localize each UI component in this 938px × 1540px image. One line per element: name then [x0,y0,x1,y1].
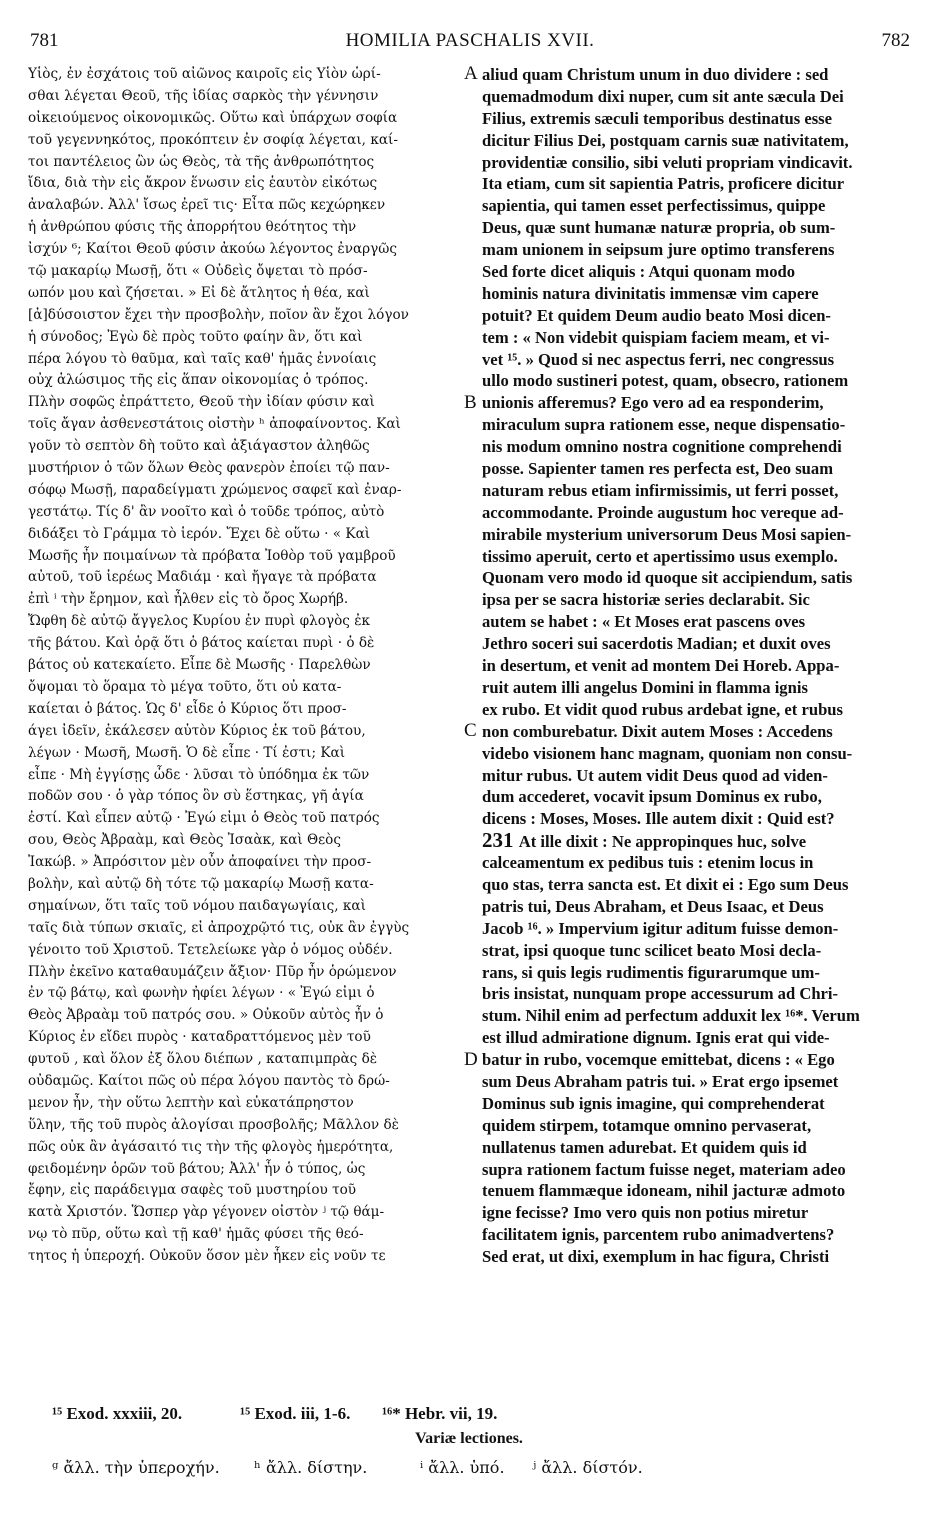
running-header [30,30,910,58]
greek-text-line: σθαι λέγεται Θεοῦ, τῆς ἰδίας σαρκὸς τὴν γέννησιν [28,87,379,104]
greek-text-line: Ὤφθη δὲ αὐτῷ ἄγγελος Κυρίου ἐν πυρὶ φλογὸς ἐκ [28,613,370,630]
variant-readings-title: Variæ lectiones. [415,1430,523,1447]
latin-text-line: Sed forte dicet aliquis : Atqui quonam modo [482,262,796,282]
greek-text-line: σόφῳ Μωσῇ, παραδείγματι χρώμενος σαφεῖ καὶ ἐναρ- [28,481,402,498]
greek-text-line: εἶπε · Μὴ ἐγγίσῃς ὧδε · λῦσαι τὸ ὑπόδημα ἐκ τῶν [28,766,370,783]
latin-text-line: dum accederet, vocavit ipsum Dominus ex rubo, [482,787,822,807]
latin-text-line: quemadmodum dixi nuper, cum sit ante sæcula Dei [482,86,844,106]
running-title: HOMILIA PASCHALIS XVII. [345,30,595,51]
greek-text-line: Κύριος ἐν εἴδει πυρὸς · καταδραττόμενος μὲν τοῦ [28,1029,371,1046]
greek-text-line: ὕλην, τῆς τοῦ πυρὸς ἀλογίσαι προσβολῆς; Μᾶλλον δὲ [28,1116,399,1133]
scripture-reference: ¹⁶* Hebr. vii, 19. [382,1404,498,1423]
latin-text-line: Ita etiam, cum sit sapientia Patris, proficere dicitur [482,174,845,194]
latin-text-line: tissimo aperuit, certo et apertissimo usus exemplo. [482,546,838,566]
latin-text-line: dicens : Moses, Moses. Ille autem dixit : Quid est? [482,809,835,829]
greek-text-line: ἔφην, εἰς παράδειγμα σαφὲς τοῦ μυστηρίου τοῦ [28,1182,357,1199]
latin-text-line: batur in rubo, vocemque emittebat, dicens : « Ego [482,1050,835,1070]
greek-text-line: Θεὸς Ἀβραὰμ τοῦ πατρός σου. » Οὐκοῦν αὐτὸς ἦν ὁ [28,1007,384,1024]
latin-text-line: naturam rebus etiam infirmissimis, ut ferri posset, [482,480,839,500]
greek-text-line: ἡ σύνοδος; Ἐγὼ δὲ πρὸς τοῦτο φαίην ἂν, ὅτι καὶ [28,328,363,345]
greek-text-line: φυτοῦ , καὶ ὅλον ἐξ ὅλου διέπων , καταπιμπρὰς δὲ [28,1051,378,1068]
greek-text-line: ταῖς διὰ τύπων σκιαῖς, εἰ ἀπροχρῷτό τις, οὐκ ἂν ἐγγὺς [28,919,410,936]
greek-text-line: Πλὴν ἐκεῖνο καταθαυμάζειν ἄξιον· Πῦρ ἦν ὁρώμενον [28,963,397,980]
greek-text-line: ἐπὶ ⁱ τὴν ἔρημον, καὶ ἦλθεν εἰς τὸ ὄρος Χωρήβ. [28,591,349,608]
greek-text-line: ποδῶν σου · ὁ γὰρ τόπος ὃν σὺ ἕστηκας, γῆ ἁγία [28,788,364,805]
greek-text-line: τοῦ γεγεννηκότος, προκόπτειν ἐν σοφίᾳ λέγεται, καί- [28,131,398,148]
greek-text-line: ἀναλαβών. Ἀλλ' ἴσως ἐρεῖ τις· Εἶτα πῶς κεχώρηκεν [28,197,386,214]
latin-text-line: quidem stirpem, totamque omnino pervaserat, [482,1115,812,1135]
greek-text-line: άγει ἰδεῖν, ἐκάλεσεν αὐτὸν Κύριος ἐκ τοῦ βάτου, [28,722,366,739]
greek-text-line: τῆς βάτου. Καὶ ὁρᾷ ὅτι ὁ βάτος καίεται πυρὶ · ὁ δὲ [28,635,375,652]
greek-text-line: βολὴν, καὶ αὐτῷ δὴ τότε τῷ μακαρίῳ Μωσῇ κατα- [28,875,374,892]
latin-text-line: vet ¹⁵. » Quod si nec aspectus ferri, nec congressus [482,349,835,369]
latin-text-line: posse. Sapienter tamen res perfecta est, Deo suam [482,459,834,479]
latin-text-line: ullo modo sustineri potest, quam, obsecro, rationem [482,371,849,391]
latin-text-line: tem : « Non videbit quispiam faciem meam, et vi- [482,327,830,347]
section-marker: D [464,1048,478,1070]
latin-text-line: sapientia, qui tamen esset perfectissimus, quippe [482,196,826,216]
latin-text-line: ex rubo. Et vidit quod rubus ardebat igne, et rubus [482,699,843,719]
latin-text-column [482,64,908,1268]
latin-text-line: rans, si quis legis rudimentis figurarumque um- [482,962,820,982]
variant-reading: ʰ ἄλλ. δίστην. [254,1458,368,1477]
latin-text-line: in desertum, et venit ad montem Dei Horeb. Appa- [482,656,840,676]
page-number-right: 782 [881,30,910,51]
latin-text-line: est illud admiratione dignum. Ignis erat qui vide- [482,1028,830,1048]
latin-text-line: mam unionem in seipsum jure optimo transferens [482,240,835,260]
variant-reading: ⁱ ἄλλ. ὑπό. [420,1458,505,1477]
greek-text-line: οἰκειούμενος οἰκονομικῶς. Οὕτω καὶ ὑπάρχων σοφία [28,109,398,126]
latin-text-line: aliud quam Christum unum in duo dividere : sed [482,65,829,84]
greek-text-line: νῳ τὸ πῦρ, οὕτω καὶ τῇ καθ' ἡμᾶς φύσει τῆς θεό- [28,1226,364,1243]
greek-text-line: αὐτοῦ, τοῦ ἱερέως Μαδιάμ · καὶ ἤγαγε τὰ πρόβατα [28,569,377,586]
latin-text-line: dicitur Filius Dei, postquam carnis suæ nativitatem, [482,130,849,150]
latin-text-line: mirabile mysterium universorum Deus Mosi sapien- [482,524,852,544]
latin-text-line: non comburebatur. Dixit autem Moses : Accedens [482,721,833,741]
greek-text-line: τητος ἡ ὑπεροχή. Οὐκοῦν ὅσον μὲν ἧκεν εἰς νοῦν τε [28,1248,386,1265]
latin-text-line: Filius, extremis sæculi temporibus destinatus esse [482,108,833,128]
greek-text-line: ἐν τῷ βάτῳ, καὶ φωνὴν ἠφίει λέγων · « Ἐγώ εἰμι ὁ [28,985,375,1002]
latin-text-line: miraculum supra rationem esse, neque dispensatio- [482,415,846,435]
greek-text-line: Ἰακώβ. » Ἀπρόσιτον μὲν οὖν ἀποφαίνει τὴν προσ- [28,854,372,871]
page-number-left: 781 [30,30,59,51]
latin-text-line: quo stas, terra sancta est. Et dixit ei : Ego sum Deus [482,874,849,894]
greek-text-line: μυστήριον ὁ τῶν ὅλων Θεὸς φανερὸν ἐποίει τῷ παν- [28,460,390,477]
greek-text-line: μενον ἦν, τὴν οὕτω λεπτὴν καὶ εὐκατάπρηστον [28,1094,354,1111]
latin-text-line: ipsa per se sacra historiæ series declarabit. Sic [482,590,810,610]
latin-text-line: unionis afferemus? Ego vero ad ea responderim, [482,393,824,413]
greek-text-line: διδάξει τὸ Γράμμα τὸ ἱερόν. Ἔχει δὲ οὕτω · « Καὶ [28,525,371,542]
greek-text-line: γοῦν τὸ σεπτὸν δὴ τοῦτο καὶ ἀξιάγαστον ἀληθῶς [28,438,370,455]
latin-text-line: potuit? Et quidem Deum audio beato Mosi dicen- [482,305,831,325]
section-marker: B [464,391,477,413]
latin-text-line: supra rationem factum fuisse neget, materiam adeo [482,1159,846,1179]
greek-text-line: ἰσχύν ⁶; Καίτοι Θεοῦ φύσιν ἀκούω λέγοντος ἐναργῶς [28,241,397,258]
latin-text-line: tenuem flammæque idoneam, nihil jacturæ admoto [482,1181,846,1201]
greek-text-line: ἡ ἀνθρώπου φύσις τῆς ἀπορρήτου θεότητος τὴν [28,219,357,236]
greek-text-line: ὄψομαι τὸ ὅραμα τὸ μέγα τοῦτο, ὅτι οὐ κατα- [28,678,342,695]
greek-text-line: τοι παντέλειος ὢν ὡς Θεὸς, τὰ τῆς ἀνθρωπότητος [28,153,375,170]
latin-text-line: sum Deus Abraham patris tui. » Erat ergo ipsemet [482,1071,839,1091]
latin-text-line: providentiæ consilio, sibi veluti propriam vindicavit. [482,152,853,172]
greek-text-line: ἐστί. Καὶ εἶπεν αὐτῷ · Ἐγώ εἰμι ὁ Θεὸς τοῦ πατρός [28,810,380,827]
latin-text-line [482,830,908,852]
latin-text-line: igne fecisse? Imo vero quis non potius miretur [482,1203,809,1223]
latin-text-line: strat, ipsi quoque tunc scilicet beato Mosi decla- [482,940,822,960]
latin-text-line: autem se habet : « Et Moses erat pascens oves [482,612,806,632]
greek-text-line: σου, Θεὸς Ἀβραὰμ, καὶ Θεὸς Ἰσαὰκ, καὶ Θεὸς [28,832,341,849]
variant-reading: ᵍ ἄλλ. τὴν ὑπεροχήν. [52,1458,220,1477]
scripture-reference: ¹⁵ Exod. xxxiii, 20. [52,1404,183,1423]
section-marker: A [464,63,478,84]
greek-text-line: ἴδια, διὰ τὴν εἰς ἄκρον ἕνωσιν εἰς ἑαυτὸν εἰκότως [28,175,378,192]
section-marker: C [464,720,477,741]
greek-text-line: Πλὴν σοφῶς ἐπράττετο, Θεοῦ τὴν ἰδίαν φύσιν καὶ [28,394,375,411]
greek-text-line: βάτος οὐ κατεκαίετο. Εἶπε δὲ Μωσῆς · Παρελθὼν [28,657,371,674]
greek-text-line: λέγων · Μωσῆ, Μωσῆ. Ὁ δὲ εἶπε · Τί ἐστι; Καὶ [28,744,346,761]
greek-text-line: γένοιτο τοῦ Χριστοῦ. Τετελείωκε γὰρ ὁ νόμος οὐδέν. [28,941,393,958]
greek-text-line: οὐδαμῶς. Καίτοι πῶς οὐ πέρα λόγου παντὸς τὸ δρώ- [28,1072,390,1089]
latin-text-line: facilitatem ignis, parcentem rubo animadvertens? [482,1225,835,1245]
greek-text-line: σημαίνων, ὅτι ταῖς τοῦ νόμου παιδαγωγίαις, καὶ [28,897,366,914]
greek-text-line: καίεται ὁ βάτος. Ὡς δ' εἶδε ὁ Κύριος ὅτι προσ- [28,700,347,717]
greek-text-line: Μωσῆς ἦν ποιμαίνων τὰ πρόβατα Ἰοθὸρ τοῦ γαμβροῦ [28,547,396,564]
latin-text-line: nullatenus tamen adurebat. Et quidem quis id [482,1137,807,1157]
greek-text-line: τοῖς ἄγαν ἀσθενεστάτοις οἰστὴν ʰ ἀποφαίνοντος. Καὶ [28,416,401,433]
variant-reading: ʲ ἄλλ. δίστόν. [532,1458,643,1477]
scripture-reference: ¹⁵ Exod. iii, 1-6. [240,1404,351,1423]
patrologia-column-number: 231 [482,830,519,853]
greek-text-line: Υἱὸς, ἐν ἐσχάτοις τοῦ αἰῶνος καιροῖς εἰς Υἱὸν ὡρί- [28,66,381,82]
latin-text-line: ruit autem illi angelus Domini in flamma ignis [482,677,808,697]
latin-text-line: Deus, quæ sunt humanæ naturæ propria, ob sum- [482,218,836,238]
greek-text-line: [ἀ]δύσοιστον ἔχει τὴν προσβολὴν, ποῖον ἂν ἔχοι λόγον [28,306,409,323]
latin-text-line: Dominus sub ignis imagine, qui comprehenderat [482,1093,825,1113]
latin-text-line: accommodante. Proinde augustum hoc vereque ad- [482,502,844,522]
greek-text-line: φειδομένην ὁρῶν τοῦ βάτου; Ἀλλ' ἦν ὁ τύπος, ὡς [28,1160,366,1177]
greek-text-column [28,64,460,1268]
latin-text-line: Jethro soceri sui sacerdotis Madian; et duxit oves [482,634,831,654]
latin-text-line: stum. Nihil enim ad perfectum adduxit lex ¹⁶*. Verum [482,1006,860,1026]
latin-text-line: Quonam vero modo id quoque sit accipiendum, satis [482,568,853,588]
latin-text-line: Jacob ¹⁶. » Impervium igitur aditum fuisse demon- [482,918,839,938]
latin-text-line: videbo visionem hanc magnam, quoniam non consu- [482,743,853,763]
latin-text-line: hominis natura divinitatis immensæ vim capere [482,283,819,303]
latin-text-line: calceamentum ex pedibus tuis : etenim locus in [482,853,814,873]
latin-text-line: Sed erat, ut dixi, exemplum in hac figura, Christi [482,1247,830,1267]
latin-text-line: mitur rubus. Ut autem vidit Deus quod ad viden- [482,765,828,785]
greek-text-line: τῷ μακαρίῳ Μωσῇ, ὅτι « Οὐδεὶς ὄψεται τὸ πρόσ- [28,263,368,280]
greek-text-line: κατὰ Χριστόν. Ὥσπερ γὰρ γέγονεν οἰστὸν ʲ τῷ θάμ- [28,1204,385,1221]
latin-text-line: nis modum omnino nostra cognitione comprehendi [482,437,842,457]
greek-text-line: οὐχ ἁλώσιμος τῆς εἰς ἅπαν οἰκονομίας ὁ τρόπος. [28,372,369,389]
latin-text-line: patris tui, Deus Abraham, et Deus Isaac, et Deus [482,896,824,916]
greek-text-line: γεστάτῳ. Τίς δ' ἂν νοοῖτο καὶ ὁ τοῦδε τρόπος, αὐτὸ [28,503,385,520]
greek-text-line: ωπόν μου καὶ ζήσεται. » Εἰ δὲ ἄτλητος ἡ θέα, καὶ [28,284,370,301]
greek-text-line: πῶς οὐκ ἂν ἀγάσαιτό τις τὴν τῆς φλογὸς ἡμερότητα, [28,1138,394,1155]
latin-text-line: bris insistat, nunquam prope accessurum ad Chri- [482,984,839,1004]
greek-text-line: πέρα λόγου τὸ θαῦμα, καὶ ταῖς καθ' ἡμᾶς ἐννοίαις [28,350,377,367]
line-text: At ille dixit : Ne appropinques huc, solve [518,832,807,852]
